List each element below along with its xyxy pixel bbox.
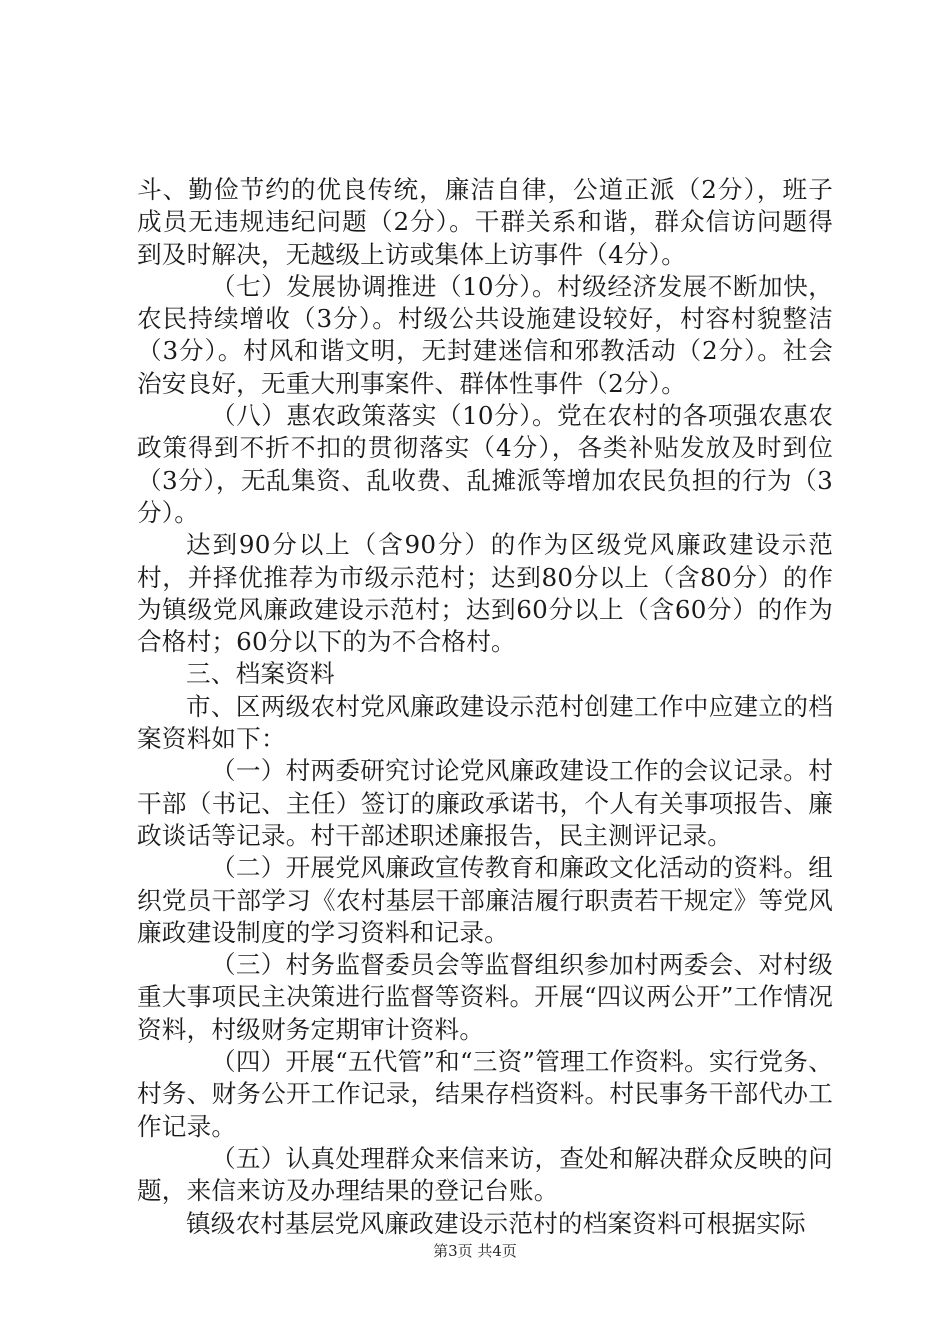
paragraph-archive-item-1: （一）村两委研究讨论党风廉政建设工作的会议记录。村干部（书记、主任）签订的廉政承诺书，个人有关事项报告、廉政谈话等记录。村干部述职述廉报告，民主测评记录。 — [137, 756, 833, 850]
section-heading-archives: 三、档案资料 — [186, 659, 335, 689]
paragraph-section-7-development: （七）发展协调推进（10分）。村级经济发展不断加快，农民持续增收（3分）。村级公共设施建设较好，村容村貌整洁（3分）。村风和谐文明，无封建迷信和邪教活动（2分）。社会治安良好，无重大刑事案件、群体性事件（2分）。 — [137, 271, 833, 398]
paragraph-archive-item-4: （四）开展“五代管”和“三资”管理工作资料。实行党务、村务、财务公开工作记录，结果存档资料。村民事务干部代办工作记录。 — [137, 1047, 833, 1141]
paragraph-scoring-criteria: 达到90分以上（含90分）的作为区级党风廉政建设示范村，并择优推荐为市级示范村；达到80分以上（含80分）的作为镇级党风廉政建设示范村；达到60分以上（含60分）的作为合格村；60分以下的为不合格村。 — [137, 530, 833, 657]
paragraph-archive-item-5: （五）认真处理群众来信来访，查处和解决群众反映的问题，来信来访及办理结果的登记台账。 — [137, 1143, 833, 1206]
paragraph-discipline-continued: 斗、勤俭节约的优良传统，廉洁自律，公道正派（2分），班子成员无违规违纪问题（2分）。干群关系和谐，群众信访问题得到及时解决，无越级上访或集体上访事件（4分）。 — [137, 175, 833, 269]
paragraph-archive-item-2: （二）开展党风廉政宣传教育和廉政文化活动的资料。组织党员干部学习《农村基层干部廉洁履行职责若干规定》等党风廉政建设制度的学习资料和记录。 — [137, 853, 833, 947]
page-footer-number: 第3页 共4页 — [433, 1242, 517, 1260]
paragraph-archives-intro: 市、区两级农村党风廉政建设示范村创建工作中应建立的档案资料如下： — [137, 691, 833, 754]
paragraph-section-8-policy: （八）惠农政策落实（10分）。党在农村的各项强农惠农政策得到不折不扣的贯彻落实（4分），各类补贴发放及时到位（3分），无乱集资、乱收费、乱摊派等增加农民负担的行为（3分）。 — [137, 401, 833, 527]
paragraph-town-level-archives: 镇级农村基层党风廉政建设示范村的档案资料可根据实际 — [186, 1208, 806, 1238]
paragraph-archive-item-3: （三）村务监督委员会等监督组织参加村两委会、对村级重大事项民主决策进行监督等资料。开展“四议两公开”工作情况资料，村级财务定期审计资料。 — [137, 950, 833, 1044]
document-body — [137, 174, 833, 1240]
